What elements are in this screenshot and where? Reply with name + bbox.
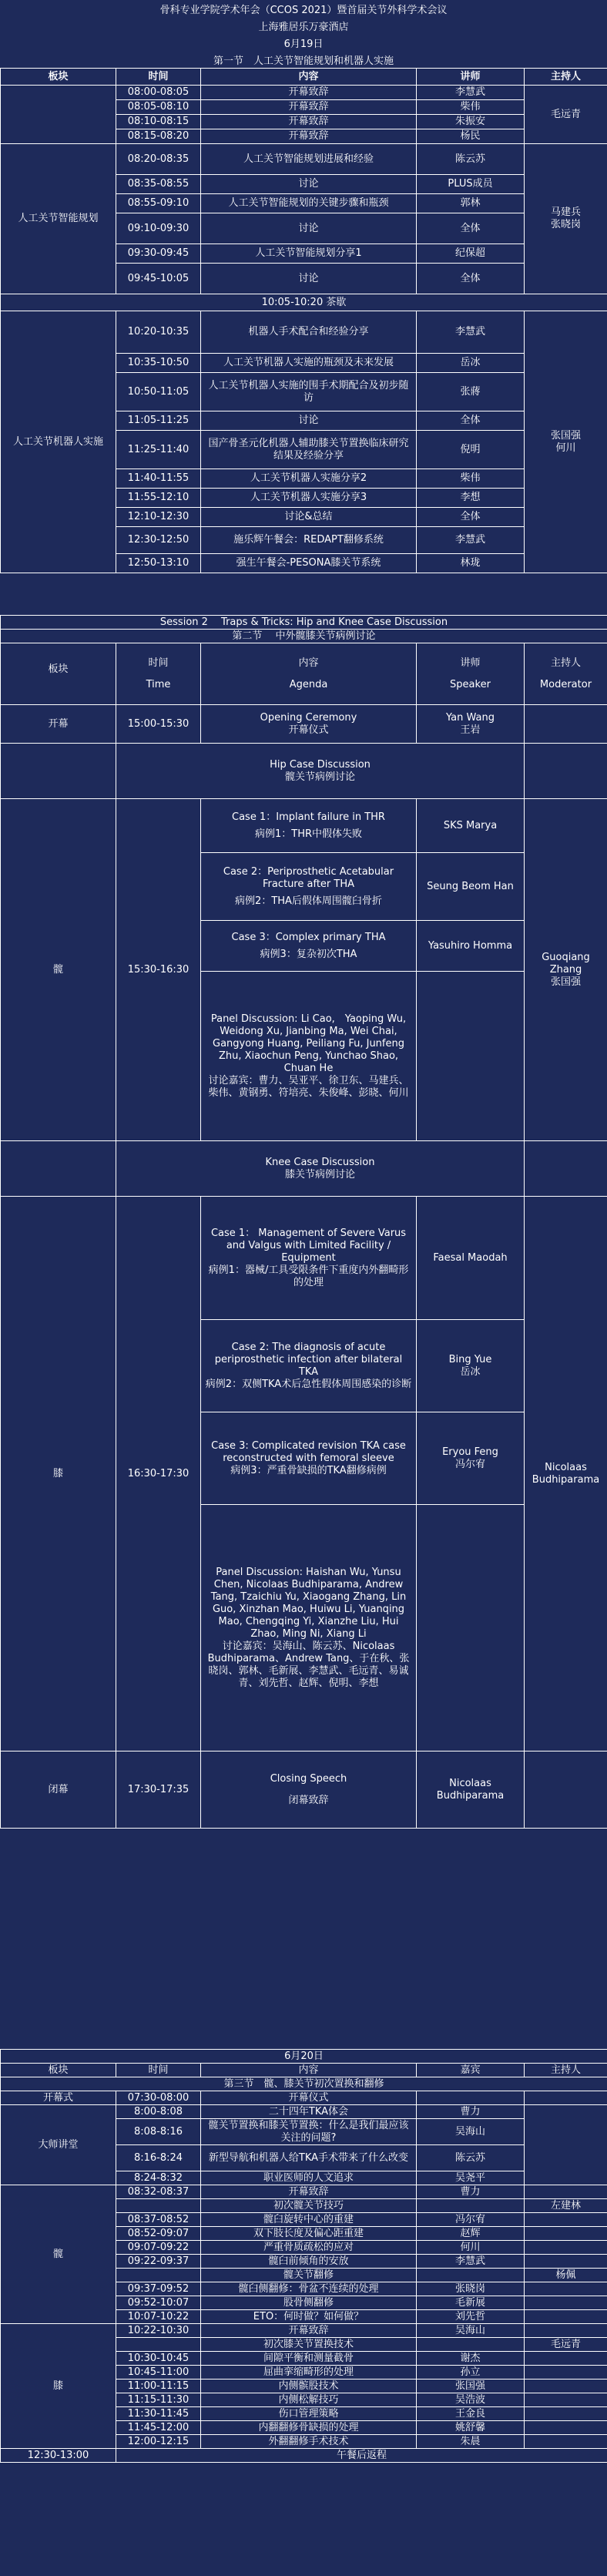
moderator-cell (525, 2310, 607, 2324)
lunch-row (1, 2449, 607, 2463)
time-cell: 11:55-12:10 (116, 489, 201, 508)
speaker-en: Yan Wang (446, 711, 495, 724)
case-en: Case 1：Implant failure in THR (232, 811, 385, 823)
header-en: Moderator (539, 678, 592, 690)
case-en: Case 2: The diagnosis of acute periprosthetic infection after bilateral TKA (214, 1341, 403, 1378)
content-cell: 内侧松解技巧 (201, 2393, 417, 2407)
content-cell: 严重骨质疏松的应对 (201, 2241, 417, 2255)
moderator-cell (525, 2185, 607, 2199)
moderator-cell: 杨佩 (525, 2269, 607, 2282)
content-cell: 屈曲挛缩畸形的处理 (201, 2366, 417, 2380)
date-day1: 6月19日 (283, 38, 324, 50)
knee-header: Knee Case Discussion 膝关节病例讨论 (116, 1141, 525, 1197)
time-cell (116, 2199, 201, 2213)
date-row (1, 2050, 607, 2064)
content-cell: 讨论 (201, 411, 417, 431)
header-cn: 板块 (48, 663, 69, 675)
block-cell: 开幕 (1, 705, 116, 744)
speaker-cell: 李慧武 (417, 86, 525, 100)
content-cell: 人工关节机器人实施分享2 (201, 469, 417, 489)
content-cell: 开幕致辞 (201, 100, 417, 115)
speaker-cell: 倪明 (417, 431, 525, 469)
block-cell: 大师讲堂 (1, 2105, 116, 2185)
time-cell: 8:08-8:16 (116, 2119, 201, 2145)
content-cell: 开幕致辞 (201, 2185, 417, 2199)
opening-row (1, 2091, 607, 2105)
moderator-cell (525, 2105, 607, 2185)
content-cell: 国产骨圣元化机器人辅助膝关节置换临床研究结果及经验分享 (201, 431, 417, 469)
speaker-cell: 陈云苏 (417, 144, 525, 175)
content-cell: 人工关节机器人实施分享3 (201, 489, 417, 508)
content-cell: ETO：何时做？如何做？ (201, 2310, 417, 2324)
speaker-cell: 吴尧平 (417, 2171, 525, 2185)
speaker-cell: 张蔣 (417, 373, 525, 411)
time-cell: 09:37-09:52 (116, 2282, 201, 2296)
speaker-cell: 孙立 (417, 2366, 525, 2380)
time-cell: 11:45-12:00 (116, 2421, 201, 2435)
time-cell (116, 2269, 201, 2282)
time-cell: 09:22-09:37 (116, 2255, 201, 2269)
content-cell: 开幕致辞 (201, 115, 417, 129)
header-cell (1, 643, 116, 705)
moderator-cell: Guoqiang Zhang 张国强 (525, 799, 607, 1141)
time-cell: 10:22-10:30 (116, 2324, 201, 2338)
case-en: Case 3: Complicated revision TKA case reconstructed with femoral sleeve (211, 1439, 406, 1464)
session2-title-en: Session 2 Traps & Tricks: Hip and Knee Case Discussion (1, 616, 607, 630)
header-en: Speaker (450, 678, 491, 690)
session2-title-cn: 第二节 中外髋膝关节病例讨论 (1, 630, 607, 643)
content-cell: 伤口管理策略 (201, 2407, 417, 2421)
session1-title: 第一节 人工关节智能规划和机器人实施 (213, 55, 394, 67)
time-cell: 09:52-10:07 (116, 2296, 201, 2310)
header-cell (116, 643, 201, 705)
time-cell: 11:40-11:55 (116, 469, 201, 489)
content-cell: 间隙平衡和测量截骨 (201, 2352, 417, 2366)
speaker-cell: 李慧武 (417, 311, 525, 354)
speaker-cell: 朱晨 (417, 2435, 525, 2449)
speaker-cell: 王金良 (417, 2407, 525, 2421)
content-en: Opening Ceremony (260, 711, 357, 724)
content-cell: 讨论 (201, 264, 417, 294)
session2-title-row (1, 616, 607, 630)
time-cell: 12:30-13:00 (1, 2449, 116, 2463)
content-cell: 开幕仪式 (201, 2091, 417, 2105)
time-cell: 17:30-17:35 (116, 1751, 201, 1829)
block-cell: 人工关节智能规划 (1, 144, 116, 294)
moderator-cell: 毛远青 (525, 2338, 607, 2352)
content-cell (201, 705, 417, 744)
col-speaker: 讲师 (417, 69, 525, 86)
speaker-cell: 毛新展 (417, 2296, 525, 2310)
block-cell: 闭幕 (1, 1751, 116, 1829)
time-cell: 10:07-10:22 (116, 2310, 201, 2324)
content-cell: 髋臼侧翻修：骨盆不连续的处理 (201, 2282, 417, 2296)
knee-header-row (1, 1141, 607, 1197)
content-cell: 髋关节置换和膝关节置换：什么是我们最应该关注的问题? (201, 2119, 417, 2145)
time-cell: 08:35-08:55 (116, 175, 201, 194)
header-cell: 主持人 (525, 2064, 607, 2077)
time-cell: 12:50-13:10 (116, 554, 201, 573)
time-cell: 08:15-08:20 (116, 129, 201, 144)
content-cell: 初次髋关节技巧 (201, 2199, 417, 2213)
block-cell (1, 744, 116, 799)
content-cell: 开幕致辞 (201, 86, 417, 100)
speaker-cell: 郭林 (417, 194, 525, 213)
moderator-cell (525, 2380, 607, 2393)
speaker-cell: 全体 (417, 508, 525, 527)
speaker-cell: 全体 (417, 213, 525, 244)
col-content: 内容 (201, 69, 417, 86)
time-cell: 08:20-08:35 (116, 144, 201, 175)
block-cell: 膝 (1, 1197, 116, 1751)
speaker-cell: 刘先哲 (417, 2310, 525, 2324)
speaker-cell: 张晓岗 (417, 2282, 525, 2296)
hip-header: Hip Case Discussion 髋关节病例讨论 (116, 744, 525, 799)
speaker-cell: 李想 (417, 489, 525, 508)
content-cell: 双下肢长度及偏心距重建 (201, 2227, 417, 2241)
time-cell: 09:30-09:45 (116, 244, 201, 264)
time-cell: 11:30-11:45 (116, 2407, 201, 2421)
speaker-cell (417, 972, 525, 1141)
moderator-cell (525, 2421, 607, 2435)
time-cell: 07:30-08:00 (116, 2091, 201, 2105)
time-cell: 15:00-15:30 (116, 705, 201, 744)
time-cell: 16:30-17:30 (116, 1197, 201, 1751)
moderator-cell (525, 2282, 607, 2296)
session3-title-row (1, 2077, 607, 2091)
content-cell: 午餐后返程 (116, 2449, 607, 2463)
content-cell: 人工关节智能规划分享1 (201, 244, 417, 264)
speaker-cell: 李慧武 (417, 527, 525, 554)
block-cell (1, 1141, 116, 1197)
opening-row (1, 705, 607, 744)
session3-table (0, 2049, 607, 2463)
case-en: Case 3：Complex primary THA (231, 931, 386, 943)
case-cn: 病例3：复杂初次THA (260, 948, 357, 960)
table-row (1, 144, 607, 175)
time-cell: 08:00-08:05 (116, 86, 201, 100)
content-cell: 讨论&总结 (201, 508, 417, 527)
venue: 上海雅居乐万豪酒店 (258, 21, 349, 33)
table-row (1, 311, 607, 354)
case-cn: 病例1：THR中假体失败 (254, 828, 363, 840)
time-cell: 08:32-08:37 (116, 2185, 201, 2199)
time-cell: 10:50-11:05 (116, 373, 201, 411)
moderator-cell (525, 2352, 607, 2366)
date-day2: 6月20日 (1, 2050, 607, 2064)
time-cell: 08:52-09:07 (116, 2227, 201, 2241)
moderator-cell (525, 2435, 607, 2449)
header-en: Time (146, 678, 171, 690)
session2-header-row (1, 643, 607, 705)
moderator-cell (525, 2213, 607, 2227)
case-cn: 病例3：严重骨缺损的TKA翻修病例 (230, 1464, 387, 1476)
case-cell (201, 1412, 417, 1505)
block-cell: 膝 (1, 2324, 116, 2449)
header-cn: 主持人 (550, 657, 581, 669)
speaker-cell: 朱振安 (417, 115, 525, 129)
time-cell: 11:00-11:15 (116, 2380, 201, 2393)
session2-table (0, 615, 607, 1829)
content-cell: 职业医师的人文追求 (201, 2171, 417, 2185)
moderator-cell (525, 2091, 607, 2105)
content-cell: 初次膝关节置换技术 (201, 2338, 417, 2352)
speaker-cell: Seung Beom Han (417, 853, 525, 921)
case-cell (201, 921, 417, 972)
time-cell: 10:45-11:00 (116, 2366, 201, 2380)
col-moderator: 主持人 (525, 69, 607, 86)
session1-header-row (1, 69, 607, 86)
speaker-cell: SKS Marya (417, 799, 525, 853)
session1-table (0, 68, 607, 86)
speaker-cell: 岳冰 (417, 354, 525, 373)
speaker-cell (417, 705, 525, 744)
speaker-cell: 姚舒馨 (417, 2421, 525, 2435)
table-row (1, 2105, 607, 2119)
speaker-cell: 吴海山 (417, 2324, 525, 2338)
content-cell: 讨论 (201, 175, 417, 194)
speaker-cell: 冯尔宥 (417, 2213, 525, 2227)
moderator-cell (525, 2407, 607, 2421)
session3-title: 第三节 髋、膝关节初次置换和翻修 (1, 2077, 607, 2091)
moderator-cell (525, 744, 607, 799)
speaker-cell: 吴海山 (417, 2119, 525, 2145)
case-cn: 病例2：THA后假体周围髋臼骨折 (235, 895, 382, 907)
speaker-cell: 柴伟 (417, 469, 525, 489)
time-cell: 8:24-8:32 (116, 2171, 201, 2185)
time-cell: 12:30-12:50 (116, 527, 201, 554)
content-cell: 二十四年TKA体会 (201, 2105, 417, 2119)
speaker-cell: 林珑 (417, 554, 525, 573)
moderator-cell (525, 2324, 607, 2338)
header-cell: 内容 (201, 2064, 417, 2077)
speaker-cell: 何川 (417, 2241, 525, 2255)
speaker-cell: 吴浩波 (417, 2393, 525, 2407)
content-cell: 开幕致辞 (201, 129, 417, 144)
speaker-cn: 王岩 (460, 724, 481, 736)
time-cell: 08:05-08:10 (116, 100, 201, 115)
table-row (1, 86, 607, 100)
time-cell: 8:16-8:24 (116, 2145, 201, 2171)
col-time: 时间 (116, 69, 201, 86)
moderator-cell: 张国强 何川 (525, 311, 607, 573)
moderator-cell (525, 1751, 607, 1829)
tea-break: 10:05-10:20 茶歇 (1, 294, 607, 311)
time-cell: 08:10-08:15 (116, 115, 201, 129)
moderator-cell (525, 705, 607, 744)
time-cell: 10:20-10:35 (116, 311, 201, 354)
content-cell: 新型导航和机器人给TKA手术带来了什么改变 (201, 2145, 417, 2171)
speaker-cell: Bing Yue 岳冰 (417, 1320, 525, 1412)
content-cell: 讨论 (201, 213, 417, 244)
content-cell: 机器人手术配合和经验分享 (201, 311, 417, 354)
content-cn: 开幕仪式 (288, 724, 329, 736)
moderator-cell (525, 2227, 607, 2241)
moderator-cell (525, 2241, 607, 2255)
case-cn: 病例2：双侧TKA术后急性假体周围感染的诊断 (205, 1378, 412, 1390)
block-cell (1, 86, 116, 144)
content-cell: 开幕致辞 (201, 2324, 417, 2338)
panel-cell (201, 972, 417, 1141)
closing-row (1, 1751, 607, 1829)
time-cell: 15:30-16:30 (116, 799, 201, 1141)
moderator-cell: 马建兵 张晓岗 (525, 144, 607, 294)
header-cell (417, 643, 525, 705)
speaker-cell: 全体 (417, 264, 525, 294)
case-cell (201, 1320, 417, 1412)
moderator-cell (525, 2366, 607, 2380)
block-cell: 髋 (1, 2185, 116, 2324)
conference-title: 骨科专业学院学术年会（CCOS 2021）暨首届关节外科学术会议 (159, 4, 448, 16)
speaker-cell: 全体 (417, 411, 525, 431)
speaker-cell: 柴伟 (417, 100, 525, 115)
time-cell: 12:10-12:30 (116, 508, 201, 527)
time-cell: 09:45-10:05 (116, 264, 201, 294)
time-cell: 10:30-10:45 (116, 2352, 201, 2366)
time-cell: 10:35-10:50 (116, 354, 201, 373)
speaker-cell (417, 2199, 525, 2213)
speaker-cell: Faesal Maodah (417, 1197, 525, 1320)
header-cell (201, 643, 417, 705)
content-cell: 人工关节智能规划进展和经验 (201, 144, 417, 175)
content-cell: 髋臼旋转中心的重建 (201, 2213, 417, 2227)
speaker-cell: 张国强 (417, 2380, 525, 2393)
content-cell: 内侧髌股技术 (201, 2380, 417, 2393)
break-row (1, 294, 607, 311)
header-cell: 板块 (1, 2064, 116, 2077)
case-en: Case 1： Management of Severe Varus and Valgus with Limited Facility / Equipment (210, 1227, 407, 1264)
time-cell: 11:15-11:30 (116, 2393, 201, 2407)
case-row (1, 1197, 607, 1320)
moderator-cell (525, 2393, 607, 2407)
time-cell: 08:37-08:52 (116, 2213, 201, 2227)
moderator-cell (525, 2255, 607, 2269)
session3-header-row (1, 2064, 607, 2077)
content-cell: Closing Speech 闭幕致辞 (201, 1751, 417, 1829)
block-cell: 人工关节机器人实施 (1, 311, 116, 573)
speaker-cell: Yasuhiro Homma (417, 921, 525, 972)
block-cell: 开幕式 (1, 2091, 116, 2105)
speaker-cell: 李慧武 (417, 2255, 525, 2269)
content-cell: 内翻翻修骨缺损的处理 (201, 2421, 417, 2435)
header-cell: 嘉宾 (417, 2064, 525, 2077)
header-cn: 讲师 (460, 657, 481, 669)
content-cell: 施乐辉午餐会：REDAPT翻修系统 (201, 527, 417, 554)
case-cell (201, 853, 417, 921)
col-block: 板块 (1, 69, 116, 86)
speaker-cell: 曹力 (417, 2105, 525, 2119)
table-row (1, 2185, 607, 2199)
content-cell: 股骨侧翻修 (201, 2296, 417, 2310)
moderator-cell (525, 2296, 607, 2310)
content-cell: 强生午餐会-PESONA膝关节系统 (201, 554, 417, 573)
table-row (1, 2324, 607, 2338)
case-cell (201, 799, 417, 853)
header-cn: 内容 (298, 657, 319, 669)
time-cell: 11:25-11:40 (116, 431, 201, 469)
speaker-cell: Nicolaas Budhiparama (417, 1751, 525, 1829)
header-en: Agenda (289, 678, 328, 690)
speaker-cell (417, 1505, 525, 1751)
case-row (1, 799, 607, 853)
panel-en: Panel Discussion: Haishan Wu, Yunsu Chen, Nicolaas Budhiparama, Andrew Tang, Tzaichiu Yu, Xiaogang Zhang, Lin Guo, Xinzhan Mao, Huiwu Li, Yuanqing Mao, Chengqing Yi, Xianzhe Liu, Hui Zhao, Ming Ni, Xiang Li (210, 1566, 407, 1640)
time-cell: 09:10-09:30 (116, 213, 201, 244)
time-cell: 11:05-11:25 (116, 411, 201, 431)
time-cell: 8:00-8:08 (116, 2105, 201, 2119)
header-cn: 时间 (148, 657, 169, 669)
moderator-cell: 左建林 (525, 2199, 607, 2213)
case-cell (201, 1197, 417, 1320)
speaker-cell: 曹力 (417, 2185, 525, 2199)
moderator-cell (525, 1141, 607, 1197)
header-cell: 时间 (116, 2064, 201, 2077)
header-cell (525, 643, 607, 705)
speaker-cell: Eryou Feng 冯尔宥 (417, 1412, 525, 1505)
time-cell: 08:55-09:10 (116, 194, 201, 213)
speaker-cell: 赵辉 (417, 2227, 525, 2241)
speaker-cell: PLUS成员 (417, 175, 525, 194)
content-cell: 外翻翻修手术技术 (201, 2435, 417, 2449)
hip-header-row (1, 744, 607, 799)
panel-cell (201, 1505, 417, 1751)
speaker-cell: 纪保超 (417, 244, 525, 264)
case-cn: 病例1：器械/工具受限条件下重度内外翻畸形的处理 (208, 1264, 409, 1288)
moderator-cell: 毛远青 (525, 86, 607, 144)
content-cell: 髋臼前倾角的安放 (201, 2255, 417, 2269)
speaker-cell (417, 2091, 525, 2105)
block-cell: 髋 (1, 799, 116, 1141)
moderator-cell: Nicolaas Budhiparama (525, 1197, 607, 1751)
content-cell: 人工关节机器人实施的瓶颈及未来发展 (201, 354, 417, 373)
session1-schedule-table (0, 85, 607, 573)
time-cell: 09:07-09:22 (116, 2241, 201, 2255)
time-cell: 12:00-12:15 (116, 2435, 201, 2449)
panel-cn: 讨论嘉宾：吴海山、陈云苏、Nicolaas Budhiparama、Andrew Tang、于在秋、张晓岗、郭林、毛新展、李慧武、毛远青、易诚青、刘先哲、赵辉、倪明、李想 (207, 1640, 410, 1689)
speaker-cell: 杨民 (417, 129, 525, 144)
session2-title-row (1, 630, 607, 643)
panel-cn: 讨论嘉宾：曹力、吴亚平、徐卫东、马建兵、柴伟、黄钢勇、符培亮、朱俊峰、彭晓、何川 (208, 1074, 409, 1099)
speaker-cell: 谢杰 (417, 2352, 525, 2366)
panel-en: Panel Discussion: Li Cao, Yaoping Wu, Weidong Xu, Jianbing Ma, Wei Chai, Gangyong Huang, Peiliang Fu, Junfeng Zhu, Xiaochun Peng, Yunchao Shao, Chuan He (210, 1013, 407, 1074)
speaker-cell (417, 2338, 525, 2352)
content-cell: 人工关节智能规划的关键步骤和瓶颈 (201, 194, 417, 213)
speaker-cell (417, 2269, 525, 2282)
time-cell (116, 2338, 201, 2352)
content-cell: 人工关节机器人实施的围手术期配合及初步随访 (201, 373, 417, 411)
case-en: Case 2：Periprosthetic Acetabular Fracture after THA (223, 865, 394, 890)
speaker-cell: 陈云苏 (417, 2145, 525, 2171)
content-cell: 髋关节翻修 (201, 2269, 417, 2282)
